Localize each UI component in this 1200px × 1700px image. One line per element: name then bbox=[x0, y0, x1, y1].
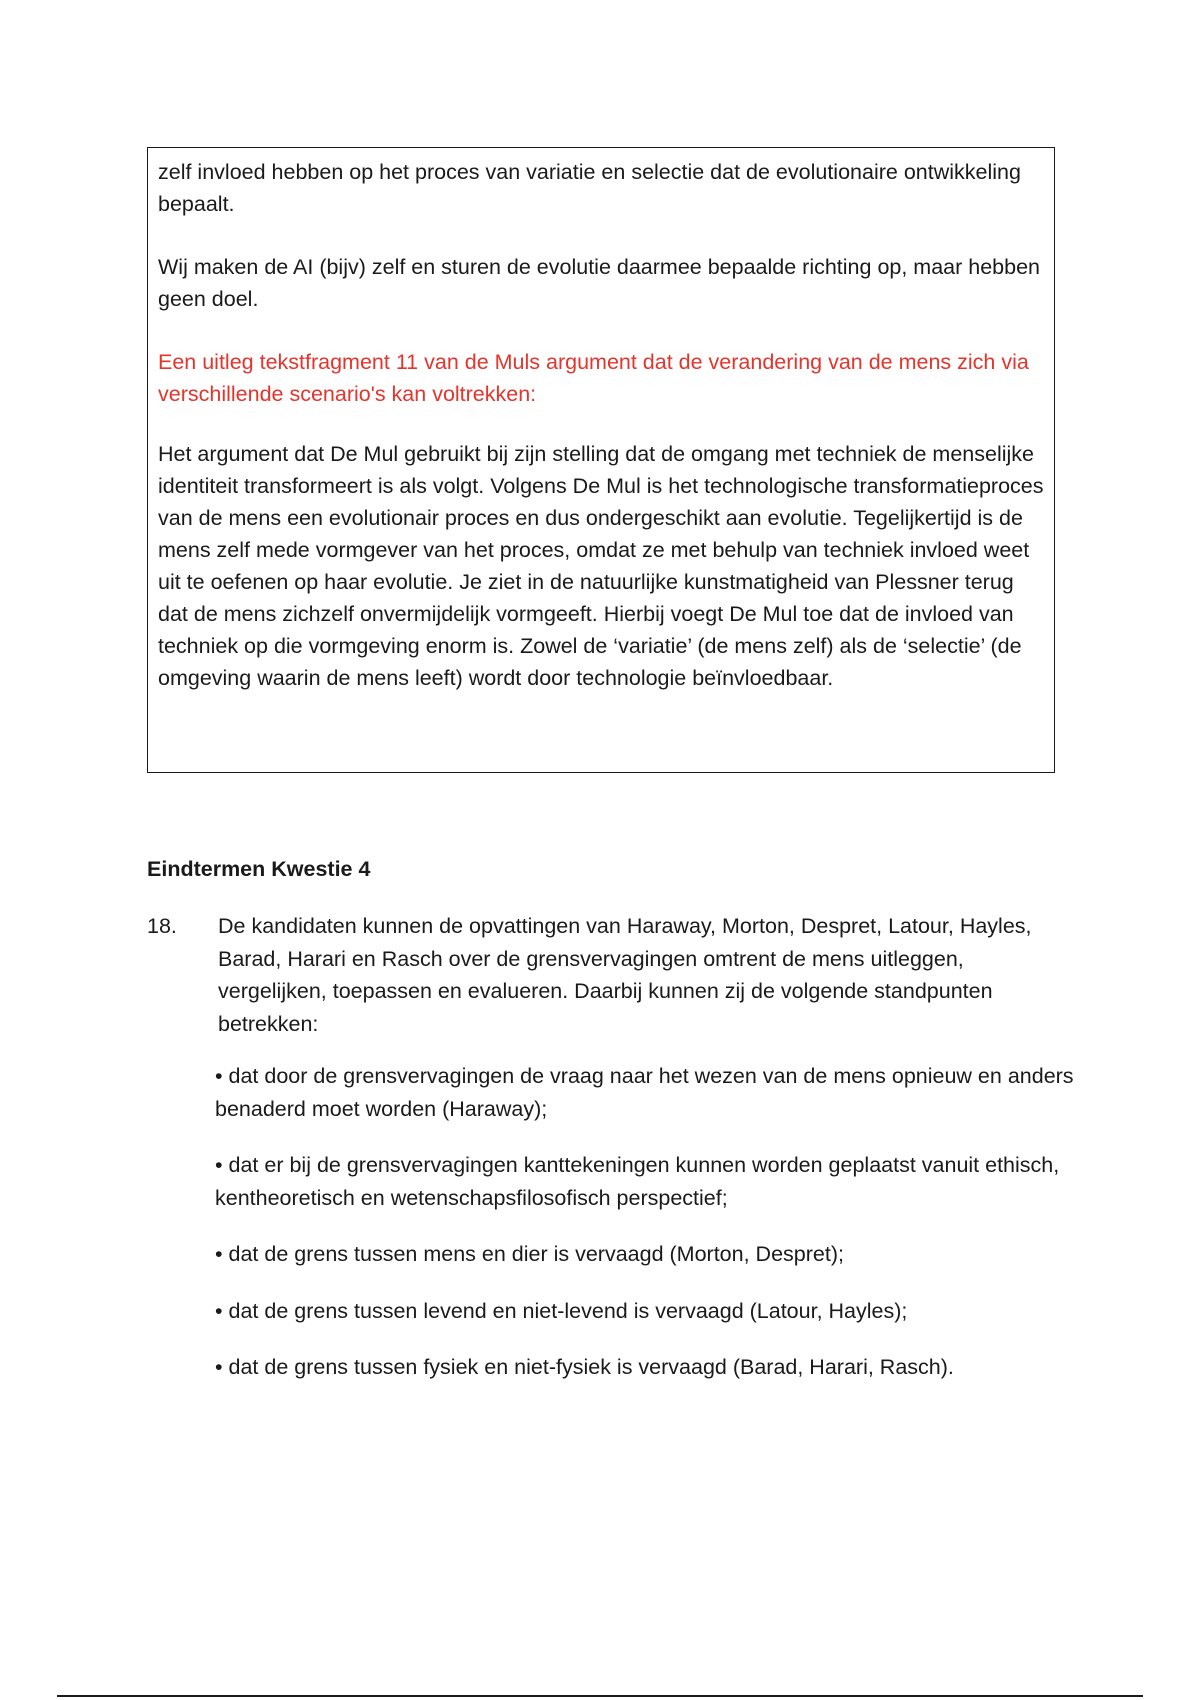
highlighted-question: Een uitleg tekstfragment 11 van de Muls argument dat de verandering van de mens zich via verschillende scenario's kan voltrekken: bbox=[158, 350, 1029, 406]
list-item-text: dat de grens tussen levend en niet-levend is vervaagd (Latour, Hayles); bbox=[228, 1298, 908, 1323]
bullet-icon: • bbox=[215, 1064, 223, 1088]
item-number: 18. bbox=[147, 914, 177, 938]
list-item bbox=[215, 1238, 1085, 1271]
bullet-icon: • bbox=[215, 1242, 223, 1266]
item-text: De kandidaten kunnen de opvattingen van Haraway, Morton, Despret, Latour, Hayles, Barad, Harari en Rasch over de grensvervagingen omtrent de mens uitleggen, vergelijken, toepassen en evalueren. Daarbij kunnen zij de volgende standpunten betrekken: bbox=[218, 914, 1032, 1036]
list-item-text: dat de grens tussen fysiek en niet-fysiek is vervaagd (Barad, Harari, Rasch). bbox=[228, 1355, 954, 1379]
argument-paragraph: Het argument dat De Mul gebruikt bij zijn stelling dat de omgang met techniek de menselijke identiteit transformeert is als volgt. Volgens De Mul is het technologische transformatieproces van de mens een evolutionair proces en dus ondergeschikt aan evolutie. Tegelijkertijd is de mens zelf mede vormgever van het proces, omdat ze met behulp van techniek invloed weet uit te oefenen op haar evolutie. Je ziet in de natuurlijke kunstmatigheid van Plessner terug dat de mens zichzelf onvermijdelijk vormgeeft. Hierbij voegt De Mul toe dat de invloed van techniek op die vormgeving enorm is. Zowel de ‘variatie’ (de mens zelf) als de ‘selectie’ (de omgeving waarin de mens leeft) wordt door technologie beïnvloedbaar. bbox=[158, 442, 1044, 690]
footer-divider bbox=[57, 1695, 1143, 1697]
bullet-icon: • bbox=[215, 1355, 223, 1379]
list-item bbox=[215, 1351, 1085, 1384]
box-paragraph: zelf invloed hebben op het proces van variatie en selectie dat de evolutionaire ontwikkeling bepaalt. bbox=[158, 160, 1021, 216]
bullet-icon: • bbox=[215, 1298, 223, 1323]
box-paragraph: Wij maken de AI (bijv) zelf en sturen de evolutie daarmee bepaalde richting op, maar hebben geen doel. bbox=[158, 255, 1041, 311]
list-item bbox=[215, 1149, 1085, 1214]
bullet-icon: • bbox=[215, 1153, 223, 1177]
list-item-text: dat door de grensvervagingen de vraag naar het wezen van de mens opnieuw en anders benaderd moet worden (Haraway); bbox=[215, 1064, 1074, 1121]
answer-box bbox=[147, 147, 1055, 773]
list-item-text: dat er bij de grensvervagingen kanttekeningen kunnen worden geplaatst vanuit ethisch, kentheoretisch en wetenschapsfilosofisch perspectief; bbox=[215, 1153, 1060, 1210]
list-item-text: dat de grens tussen mens en dier is vervaagd (Morton, Despret); bbox=[228, 1242, 844, 1266]
list-item bbox=[215, 1295, 1085, 1328]
standpoints-list bbox=[215, 1060, 1085, 1408]
list-item bbox=[215, 1060, 1085, 1125]
section-heading: Eindtermen Kwestie 4 bbox=[147, 857, 371, 881]
